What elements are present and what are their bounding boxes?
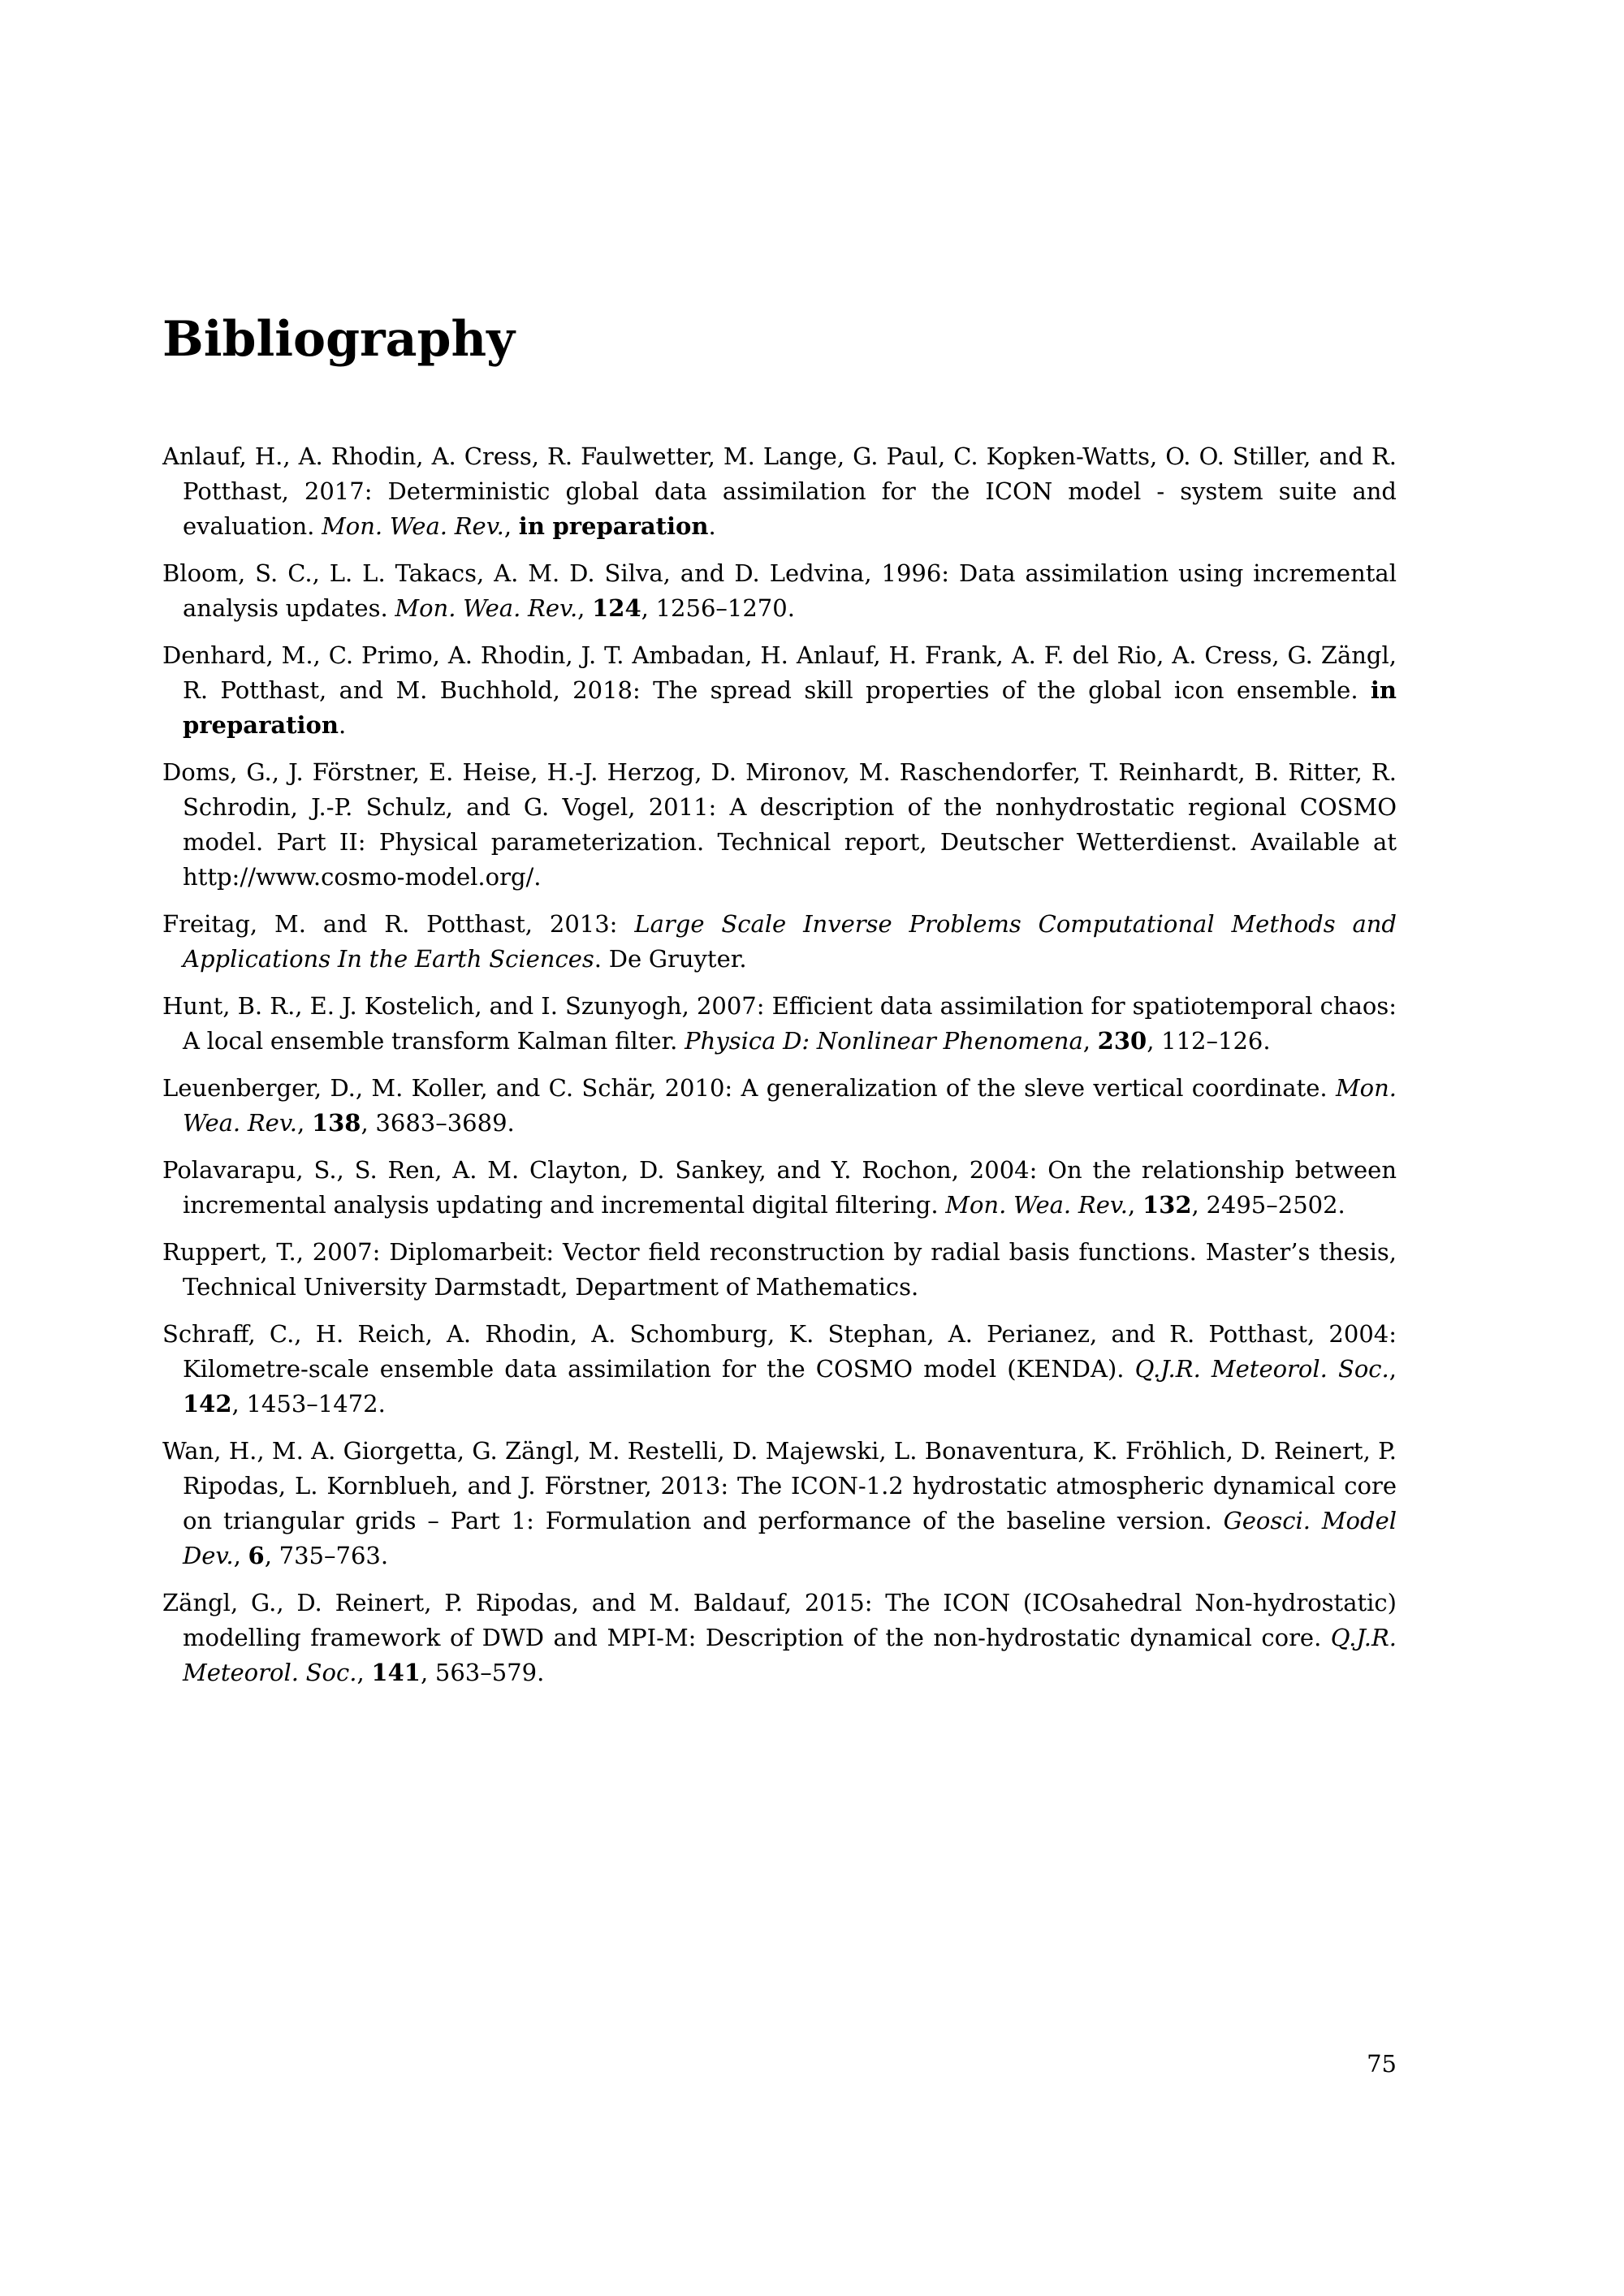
entry-text-segment: , bbox=[1128, 1191, 1142, 1219]
entry-text-segment: in preparation bbox=[518, 512, 709, 540]
entry-text-segment: , bbox=[1082, 1027, 1098, 1055]
bibliography-entry bbox=[162, 1071, 1397, 1141]
entry-text-segment: , bbox=[503, 512, 519, 540]
entry-text-segment: 138 bbox=[311, 1109, 361, 1137]
entry-text-segment: 142 bbox=[183, 1390, 232, 1418]
entry-text-segment: , 3683–3689. bbox=[361, 1109, 515, 1137]
page-title: Bibliography bbox=[162, 311, 515, 368]
entry-text-segment: , 112–126. bbox=[1147, 1027, 1271, 1055]
entry-text-segment: . bbox=[533, 863, 542, 891]
entry-text-segment: Mon. Wea. Rev. bbox=[322, 512, 504, 540]
entry-text-segment: Denhard, M., C. Primo, A. Rhodin, J. T. Ambadan, H. Anlauf, H. Frank, A. F. del Rio, A. Cress, G. Zängl, R. Potthast, and M. Buchhold, 2018: The spread skill properties of the global icon ensemble. bbox=[162, 641, 1397, 704]
entry-text-segment: . De Gruyter. bbox=[594, 945, 747, 973]
entry-text-segment: Wan, H., M. A. Giorgetta, G. Zängl, M. Restelli, D. Majewski, L. Bonaventura, K. Fröhlich, D. Reinert, P. Ripodas, L. Kornblueh, and J. Förstner, 2013: The ICON-1.2 hydrostatic atmospheric dynamical core on triangular grids – Part 1: Formulation and performance of the baseline version. bbox=[162, 1437, 1397, 1534]
entry-text-segment: , bbox=[1389, 1355, 1397, 1383]
entry-text-segment: Zängl, G., D. Reinert, P. Ripodas, and M. Baldauf, 2015: The ICON (ICOsahedral Non-hydrostatic) modelling framework of DWD and MPI-M: Description of the non-hydrostatic dynamical core. bbox=[162, 1589, 1397, 1651]
bibliography-entry bbox=[162, 907, 1397, 977]
entry-text-segment: . bbox=[338, 711, 347, 739]
entry-text-segment: Q.J.R. Meteorol. Soc. bbox=[183, 1624, 1397, 1686]
bibliography-entry bbox=[162, 755, 1397, 895]
bibliography-entry bbox=[162, 439, 1397, 544]
entry-text-segment: Mon. Wea. Rev. bbox=[395, 594, 578, 622]
entry-text-segment: , bbox=[297, 1109, 312, 1137]
bibliography-list bbox=[162, 439, 1397, 1690]
entry-text-segment: , bbox=[356, 1659, 372, 1686]
entry-text-segment: Mon. Wea. Rev. bbox=[945, 1191, 1129, 1219]
entry-text-segment: Schraff, C., H. Reich, A. Rhodin, A. Schomburg, K. Stephan, A. Perianez, and R. Potthast, 2004: Kilometre-scale ensemble data assimilation for the COSMO model (KENDA). bbox=[162, 1320, 1397, 1383]
page-number: 75 bbox=[1367, 2050, 1397, 2078]
entry-text-segment: Doms, G., J. Förstner, E. Heise, H.-J. Herzog, D. Mironov, M. Raschendorfer, T. Reinhardt, B. Ritter, R. Schrodin, J.-P. Schulz, and G. Vogel, 2011: A description of the nonhydrostatic regional COSMO model. Part II: Physical parameterization. Technical report, Deutscher Wetterdienst. Available at bbox=[162, 758, 1397, 856]
entry-text-segment: 230 bbox=[1097, 1027, 1147, 1055]
entry-text-segment: , 2495–2502. bbox=[1191, 1191, 1345, 1219]
entry-text-segment: Hunt, B. R., E. J. Kostelich, and I. Szunyogh, 2007: Efficient data assimilation for spatiotemporal chaos: A local ensemble transform Kalman filter. bbox=[162, 992, 1397, 1055]
entry-text-segment: Ruppert, T., 2007: Diplomarbeit: Vector field reconstruction by radial basis functions. Master’s thesis, Technical University Darmstadt, Department of Mathematics. bbox=[162, 1238, 1397, 1301]
entry-text-segment: . bbox=[708, 512, 716, 540]
bibliography-entry bbox=[162, 1434, 1397, 1573]
entry-text-segment: , bbox=[233, 1542, 248, 1569]
entry-text-segment: Anlauf, H., A. Rhodin, A. Cress, R. Faulwetter, M. Lange, G. Paul, C. Kopken-Watts, O. O. Stiller, and R. Potthast, 2017: Deterministic global data assimilation for the ICON model - system suite and evaluation. bbox=[162, 442, 1397, 540]
entry-text-segment: , 735–763. bbox=[264, 1542, 389, 1569]
entry-text-segment: 132 bbox=[1142, 1191, 1192, 1219]
bibliography-entry bbox=[162, 1235, 1397, 1305]
bibliography-entry bbox=[162, 1317, 1397, 1422]
entry-text-segment: , 1453–1472. bbox=[231, 1390, 386, 1418]
entry-text-segment: Bloom, S. C., L. L. Takacs, A. M. D. Silva, and D. Ledvina, 1996: Data assimilation using incremental analysis updates. bbox=[162, 559, 1397, 622]
entry-text-segment: Polavarapu, S., S. Ren, A. M. Clayton, D. Sankey, and Y. Rochon, 2004: On the relationship between incremental analysis updating and incremental digital filtering. bbox=[162, 1156, 1397, 1219]
entry-text-segment: , 563–579. bbox=[420, 1659, 545, 1686]
entry-text-segment: , 1256–1270. bbox=[641, 594, 795, 622]
entry-text-segment: in preparation bbox=[183, 676, 1397, 739]
bibliography-entry bbox=[162, 556, 1397, 626]
entry-text-segment: Freitag, M. and R. Potthast, 2013: bbox=[162, 910, 635, 938]
bibliography-entry bbox=[162, 989, 1397, 1059]
entry-text-segment: 6 bbox=[248, 1542, 265, 1569]
entry-text-segment: Geosci. Model Dev. bbox=[183, 1507, 1397, 1569]
cosmo-model-url: http://www.cosmo-model.org/ bbox=[183, 863, 534, 891]
bibliography-entry bbox=[162, 638, 1397, 743]
entry-text-segment: , bbox=[577, 594, 593, 622]
page-content bbox=[162, 311, 1397, 1703]
entry-text-segment: 124 bbox=[592, 594, 641, 622]
bibliography-entry bbox=[162, 1153, 1397, 1223]
entry-text-segment: Mon. Wea. Rev. bbox=[183, 1074, 1397, 1137]
bibliography-entry bbox=[162, 1586, 1397, 1690]
entry-text-segment: Q.J.R. Meteorol. Soc. bbox=[1134, 1355, 1389, 1383]
entry-text-segment: Leuenberger, D., M. Koller, and C. Schär, 2010: A generalization of the sleve vertical coordinate. bbox=[162, 1074, 1336, 1102]
entry-text-segment: 141 bbox=[371, 1659, 421, 1686]
entry-text-segment: Physica D: Nonlinear Phenomena bbox=[685, 1027, 1083, 1055]
entry-text-segment: Large Scale Inverse Problems Computational Methods and Applications In the Earth Sciences bbox=[183, 910, 1397, 973]
